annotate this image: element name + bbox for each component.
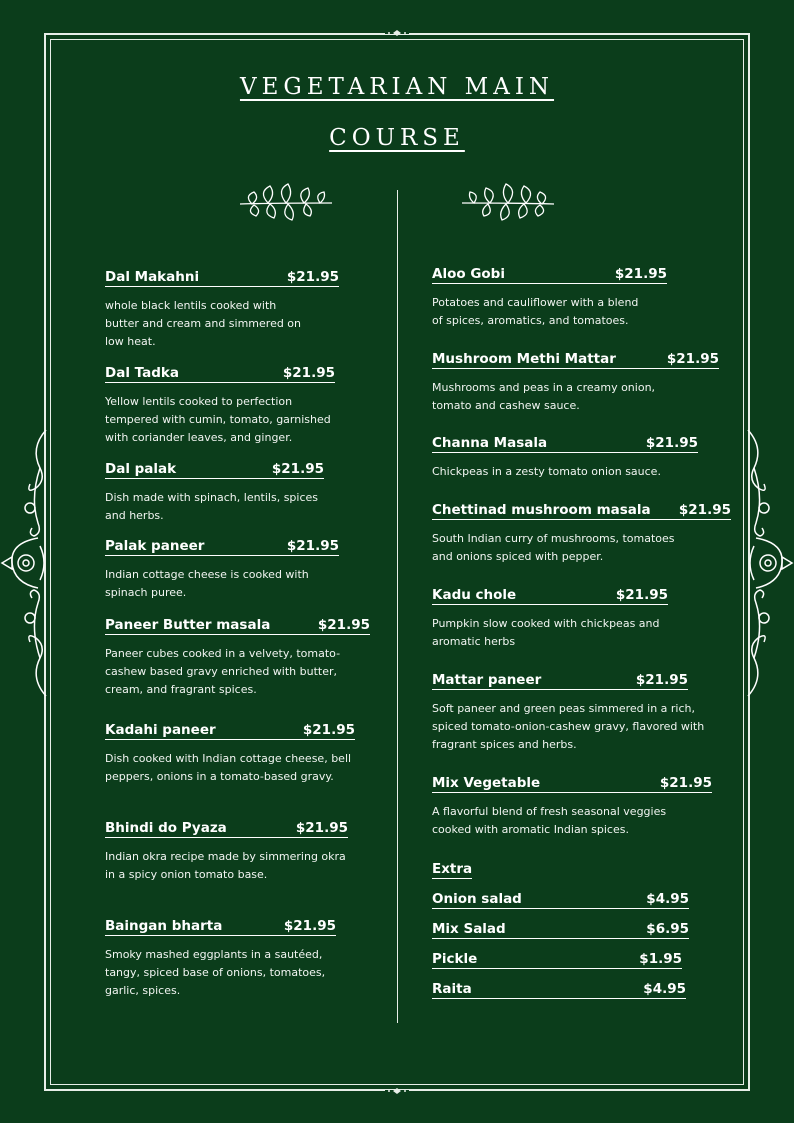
menu-item-dal-tadka [105,365,365,447]
item-description: Yellow lentils cooked to perfection tempered with cumin, tomato, garnished with coriander leaves, and ginger. [105,395,331,444]
menu-item-bhindi-do-pyaza [105,820,375,884]
menu-item-baingan-bharta [105,918,375,1000]
extra-heading: Extra [432,861,473,877]
item-description: Dish made with spinach, lentils, spices and herbs. [105,491,319,522]
item-description: Potatoes and cauliflower with a blend of spices, aromatics, and tomatoes. [432,296,639,327]
menu-item-kadu-chole [432,587,732,651]
menu-item-dal-palak [105,461,365,525]
item-description: Mushrooms and peas in a creamy onion, tomato and cashew sauce. [432,381,656,412]
item-price: $21.95 [271,461,324,477]
item-price: $21.95 [678,502,731,518]
item-name: Mushroom Methi Mattar [432,351,616,367]
menu-item-channa-masala [432,435,732,481]
frame-ornament-top-icon [385,29,409,37]
item-price: $21.95 [645,435,698,451]
item-price: $4.95 [643,981,686,997]
item-description: Pumpkin slow cooked with chickpeas and aromatic herbs [432,617,660,648]
page-title-line2: COURSE [329,125,465,151]
item-price: $21.95 [283,918,336,934]
item-name: Raita [432,981,472,997]
menu-item-dal-makahni [105,269,365,351]
item-name: Kadu chole [432,587,517,603]
item-description: Paneer cubes cooked in a velvety, tomato- cashew based gravy enriched with butter, cream, and fragrant spices. [105,647,341,696]
item-price: $21.95 [615,587,668,603]
item-name: Mix Salad [432,921,506,937]
item-name: Kadahi paneer [105,722,216,738]
item-description: Smoky mashed eggplants in a sautéed, tangy, spiced base of onions, tomatoes, garlic, spices. [105,948,326,997]
extra-item-pickle [432,951,682,969]
item-name: Bhindi do Pyaza [105,820,227,836]
item-name: Dal Makahni [105,269,200,285]
menu-item-mushroom-methi-mattar [432,351,732,415]
item-price: $21.95 [635,672,688,688]
item-name: Baingan bharta [105,918,223,934]
item-price: $1.95 [639,951,682,967]
item-name: Paneer Butter masala [105,617,271,633]
item-description: Soft paneer and green peas simmered in a rich, spiced tomato-onion-cashew gravy, flavored with fragrant spices and herbs. [432,702,705,751]
item-description: South Indian curry of mushrooms, tomatoes and onions spiced with pepper. [432,532,675,563]
item-price: $21.95 [302,722,355,738]
frame-ornament-bottom-icon [385,1087,409,1095]
item-price: $21.95 [659,775,712,791]
item-name: Aloo Gobi [432,266,505,282]
item-name: Channa Masala [432,435,548,451]
laurel-branch-left-icon [238,178,334,226]
menu-item-palak-paneer [105,538,365,602]
item-description: whole black lentils cooked with butter and cream and simmered on low heat. [105,299,302,348]
item-price: $21.95 [666,351,719,367]
item-price: $4.95 [646,891,689,907]
item-price: $21.95 [295,820,348,836]
item-description: A flavorful blend of fresh seasonal veggies cooked with aromatic Indian spices. [432,805,667,836]
item-price: $6.95 [646,921,689,937]
menu-item-aloo-gobi [432,266,732,330]
item-name: Palak paneer [105,538,205,554]
item-price: $21.95 [614,266,667,282]
item-name: Dal palak [105,461,177,477]
item-name: Mix Vegetable [432,775,541,791]
center-divider [397,190,398,1023]
extra-item-raita [432,981,686,999]
menu-item-chettinad-mushroom-masala [432,502,737,566]
extra-item-onion-salad [432,891,689,909]
menu-item-paneer-butter-masala [105,617,375,699]
item-name: Pickle [432,951,478,967]
item-description: Dish cooked with Indian cottage cheese, bell peppers, onions in a tomato-based gravy. [105,752,352,783]
item-name: Onion salad [432,891,522,907]
item-price: $21.95 [286,269,339,285]
extra-item-mix-salad [432,921,689,939]
item-name: Mattar paneer [432,672,542,688]
item-price: $21.95 [286,538,339,554]
item-price: $21.95 [282,365,335,381]
item-name: Dal Tadka [105,365,179,381]
item-price: $21.95 [317,617,370,633]
laurel-branch-right-icon [460,178,556,226]
item-description: Indian okra recipe made by simmering okra in a spicy onion tomato base. [105,850,346,881]
menu-item-mattar-paneer [432,672,732,754]
item-name: Chettinad mushroom masala [432,502,651,518]
menu-item-mix-vegetable [432,775,732,839]
item-description: Chickpeas in a zesty tomato onion sauce. [432,465,661,478]
scroll-ornament-left-icon [0,428,50,698]
page-title-line1: VEGETARIAN MAIN [239,74,555,100]
item-description: Indian cottage cheese is cooked with spinach puree. [105,568,309,599]
scroll-ornament-right-icon [744,428,794,698]
menu-item-kadahi-paneer [105,722,375,786]
